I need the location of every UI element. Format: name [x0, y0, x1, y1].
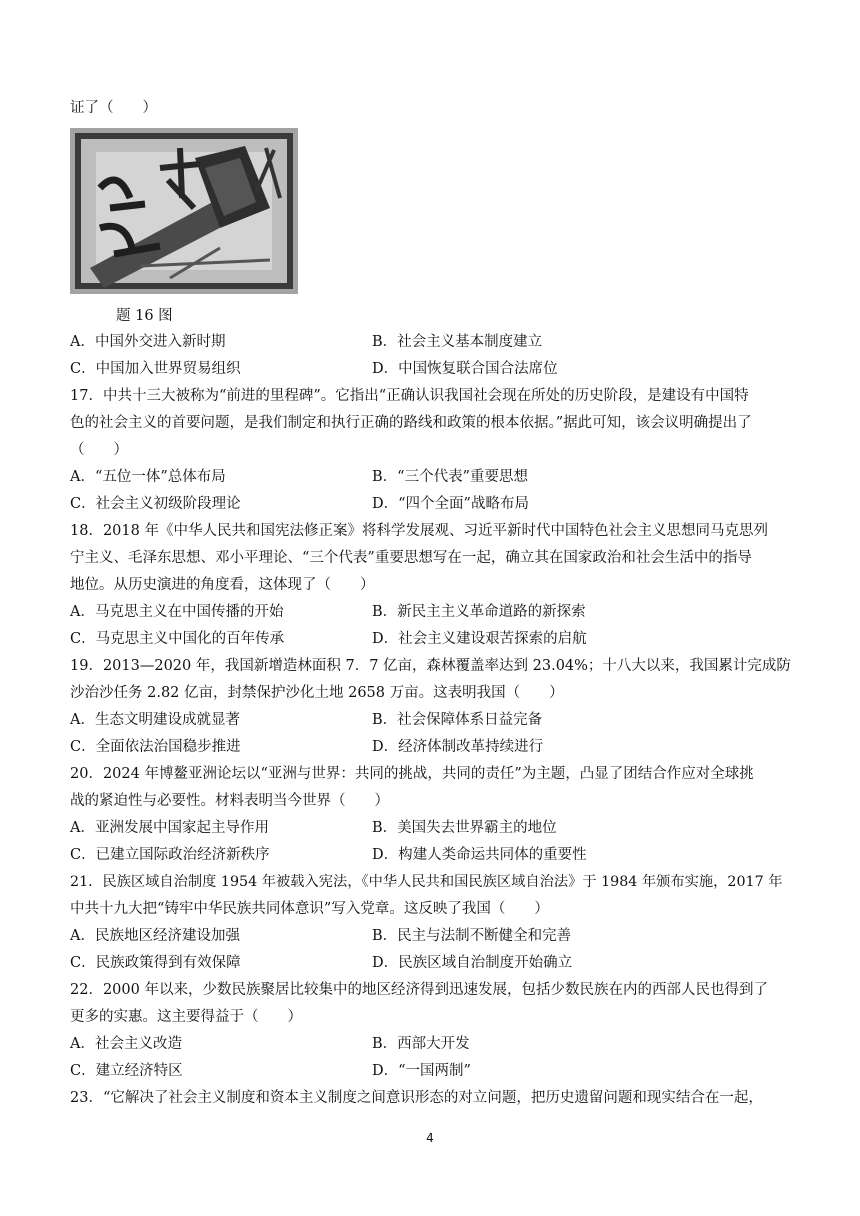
q17-stem-line-2: 色的社会主义的首要问题，是我们制定和执行正确的路线和政策的根本依据。”据此可知，该会议明确提出了 — [70, 415, 752, 431]
q16-option-b: B．社会主义基本制度建立 — [372, 334, 543, 350]
q17-option-c: C．社会主义初级阶段理论 — [70, 496, 241, 512]
stamp-hammer-image — [70, 128, 298, 294]
q21-option-c: C．民族政策得到有效保障 — [70, 955, 241, 971]
q18-option-a: A．马克思主义在中国传播的开始 — [70, 604, 284, 620]
q16-option-a: A．中国外交进入新时期 — [70, 334, 226, 350]
q19-option-d: D．经济体制改革持续进行 — [372, 739, 544, 755]
q21-option-a: A．民族地区经济建设加强 — [70, 928, 240, 944]
q16-option-c: C．中国加入世界贸易组织 — [70, 361, 241, 377]
q20-option-d: D．构建人类命运共同体的重要性 — [372, 847, 587, 863]
q16-option-d: D．中国恢复联合国合法席位 — [372, 361, 558, 377]
q21-option-b: B．民主与法制不断健全和完善 — [372, 928, 572, 944]
q17-option-d: D．“四个全面”战略布局 — [372, 496, 529, 512]
q17-option-b: B．“三个代表”重要思想 — [372, 469, 528, 485]
q21-option-d: D．民族区域自治制度开始确立 — [372, 955, 573, 971]
q20-stem-line-2: 战的紧迫性与必要性。材料表明当今世界（ ） — [70, 793, 389, 809]
q19-stem-line-1: 19．2013—2020 年，我国新增造林面积 7．7 亿亩，森林覆盖率达到 23.04%；十八大以来，我国累计完成防 — [70, 658, 791, 674]
q18-option-d: D．社会主义建设艰苦探索的启航 — [372, 631, 587, 647]
question-16-figure — [70, 128, 298, 294]
q18-stem-line-3: 地位。从历史演进的角度看，这体现了（ ） — [70, 577, 375, 593]
q22-option-b: B．西部大开发 — [372, 1036, 470, 1052]
q22-stem-line-2: 更多的实惠。这主要得益于（ ） — [70, 1009, 302, 1025]
q22-option-a: A．社会主义改造 — [70, 1036, 182, 1052]
q22-stem-line-1: 22．2000 年以来，少数民族聚居比较集中的地区经济得到迅速发展，包括少数民族在内的西部人民也得到了 — [70, 982, 768, 998]
q18-stem-line-2: 宁主义、毛泽东思想、邓小平理论、“三个代表”重要思想写在一起，确立其在国家政治和社会生活中的指导 — [70, 550, 752, 566]
q21-stem-line-2: 中共十九大把“铸牢中华民族共同体意识”写入党章。这反映了我国（ ） — [70, 901, 549, 917]
q19-option-c: C．全面依法治国稳步推进 — [70, 739, 241, 755]
q20-option-c: C．已建立国际政治经济新秩序 — [70, 847, 270, 863]
q21-stem-line-1: 21．民族区域自治制度 1954 年被载入宪法，《中华人民共和国民族区域自治法》于 1984 年颁布实施，2017 年 — [70, 874, 783, 890]
q17-option-a: A．“五位一体”总体布局 — [70, 469, 226, 485]
q18-option-b: B．新民主主义革命道路的新探索 — [372, 604, 586, 620]
q19-option-a: A．生态文明建设成就显著 — [70, 712, 240, 728]
q23-stem-line-1: 23．“它解决了社会主义制度和资本主义制度之间意识形态的对立问题，把历史遗留问题和现实结合在一起， — [70, 1090, 763, 1106]
figure-caption: 题 16 图 — [116, 308, 173, 324]
q17-stem-line-1: 17．中共十三大被称为“前进的里程碑”。它指出“正确认识我国社会现在所处的历史阶段，是建设有中国特 — [70, 388, 749, 404]
q15-continuation: 证了（ ） — [70, 100, 157, 116]
page-number: 4 — [426, 1131, 434, 1145]
q18-option-c: C．马克思主义中国化的百年传承 — [70, 631, 285, 647]
q20-stem-line-1: 20．2024 年博鳌亚洲论坛以“亚洲与世界：共同的挑战，共同的责任”为主题，凸显了团结合作应对全球挑 — [70, 766, 754, 782]
q19-option-b: B．社会保障体系日益完备 — [372, 712, 543, 728]
q19-stem-line-2: 沙治沙任务 2.82 亿亩，封禁保护沙化土地 2658 万亩。这表明我国（ ） — [70, 685, 564, 701]
q22-option-c: C．建立经济特区 — [70, 1063, 183, 1079]
q22-option-d: D．“一国两制” — [372, 1063, 471, 1079]
q17-stem-line-3: （ ） — [70, 442, 128, 458]
q20-option-b: B．美国失去世界霸主的地位 — [372, 820, 557, 836]
q18-stem-line-1: 18．2018 年《中华人民共和国宪法修正案》将科学发展观、习近平新时代中国特色社会主义思想同马克思列 — [70, 523, 768, 539]
q20-option-a: A．亚洲发展中国家起主导作用 — [70, 820, 269, 836]
